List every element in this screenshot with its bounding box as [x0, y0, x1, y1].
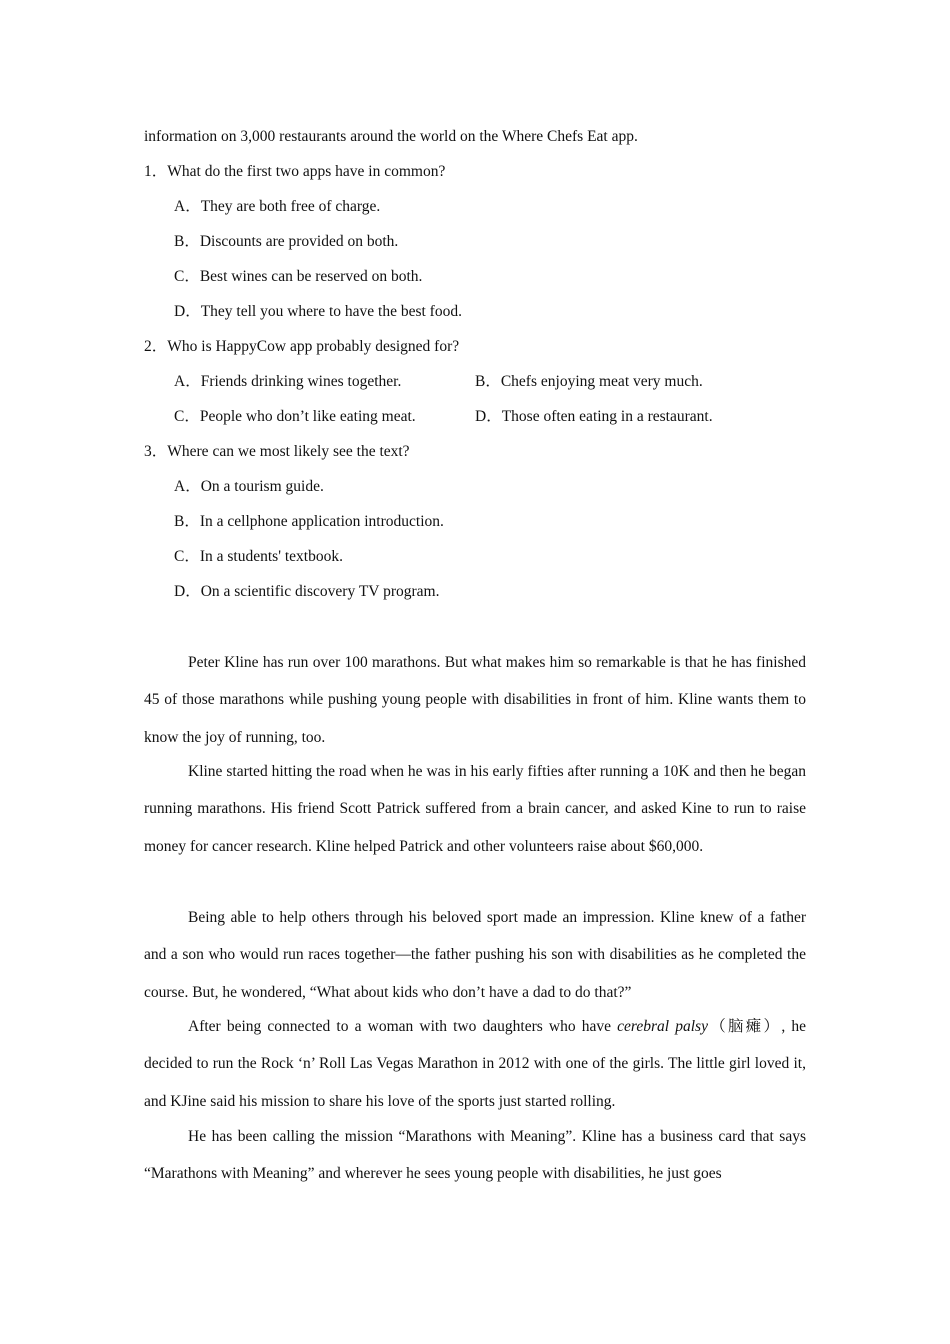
option-letter: A． [174, 373, 201, 390]
option-2a [174, 372, 401, 392]
passage-paragraph-5: He has been calling the mission “Marathons with Meaning”. Kline has a business card that says “Marathons with Meaning” and wherever he sees young people with disabilities, he just goes [144, 1128, 806, 1183]
question-3 [144, 442, 410, 462]
option-1b [174, 232, 398, 252]
option-text: People who don’t like eating meat. [199, 408, 416, 425]
option-letter: D． [174, 583, 201, 600]
option-letter: D． [174, 303, 201, 320]
option-1d [174, 302, 462, 322]
option-2d [475, 407, 713, 427]
option-text: On a tourism guide. [200, 478, 324, 495]
option-3b [174, 512, 444, 532]
option-3a [174, 477, 324, 497]
option-letter: C． [174, 268, 200, 285]
question-number: 1． [144, 163, 168, 180]
question-number: 2． [144, 338, 168, 355]
question-text: Where can we most likely see the text? [167, 443, 410, 460]
option-1a [174, 197, 380, 217]
question-number: 3． [144, 443, 168, 460]
option-text: Chefs enjoying meat very much. [500, 373, 703, 390]
question-text: What do the first two apps have in common? [167, 163, 446, 180]
question-2 [144, 337, 459, 357]
option-text: In a cellphone application introduction. [199, 513, 444, 530]
question-text: Who is HappyCow app probably designed for? [167, 338, 460, 355]
option-letter: C． [174, 548, 200, 565]
chinese-gloss: （脑瘫） [707, 1018, 782, 1035]
option-text: In a students' textbook. [199, 548, 343, 565]
option-text: Discounts are provided on both. [199, 233, 399, 250]
option-2c [174, 407, 416, 427]
option-2b [475, 372, 703, 392]
intro-tail: information on 3,000 restaurants around the world on the Where Chefs Eat app. [144, 128, 638, 145]
option-letter: B． [174, 233, 200, 250]
paragraph-text: , he decided to run the Rock ‘n’ Roll Las Vegas Marathon in 2012 with one of the girls. The little girl loved it, and KJine said his mission to share his love of the sports just started rolling. [144, 1018, 806, 1110]
option-letter: A． [174, 478, 201, 495]
option-3c [174, 547, 343, 567]
option-text: Best wines can be reserved on both. [199, 268, 423, 285]
passage-paragraph-1: Peter Kline has run over 100 marathons. But what makes him so remarkable is that he has finished 45 of those marathons while pushing young people with disabilities in front of him. Kline wants them to know the joy of running, too. [144, 654, 806, 746]
option-letter: B． [174, 513, 200, 530]
option-text: On a scientific discovery TV program. [200, 583, 440, 600]
option-text: Those often eating in a restaurant. [501, 408, 713, 425]
option-text: They tell you where to have the best food. [200, 303, 462, 320]
option-letter: C． [174, 408, 200, 425]
option-3d [174, 582, 439, 602]
option-letter: D． [475, 408, 502, 425]
passage-paragraph-3: Being able to help others through his beloved sport made an impression. Kline knew of a father and a son who would run races together—the father pushing his son with disabilities as he completed the course. But, he wondered, “What about kids who don’t have a dad to do that?” [144, 909, 806, 1001]
italic-term: cerebral palsy [617, 1018, 708, 1035]
passage-paragraph-4 [144, 1008, 806, 1120]
paragraph-text: After being connected to a woman with two daughters who have [188, 1018, 618, 1035]
option-text: They are both free of charge. [200, 198, 381, 215]
option-letter: A． [174, 198, 201, 215]
passage-paragraph-2: Kline started hitting the road when he was in his early fifties after running a 10K and then he began running marathons. His friend Scott Patrick suffered from a brain cancer, and asked Kine to run to raise money for cancer research. Kline helped Patrick and other volunteers raise about $60,000. [144, 763, 806, 855]
option-letter: B． [475, 373, 501, 390]
option-1c [174, 267, 422, 287]
option-text: Friends drinking wines together. [200, 373, 402, 390]
question-1 [144, 162, 445, 182]
